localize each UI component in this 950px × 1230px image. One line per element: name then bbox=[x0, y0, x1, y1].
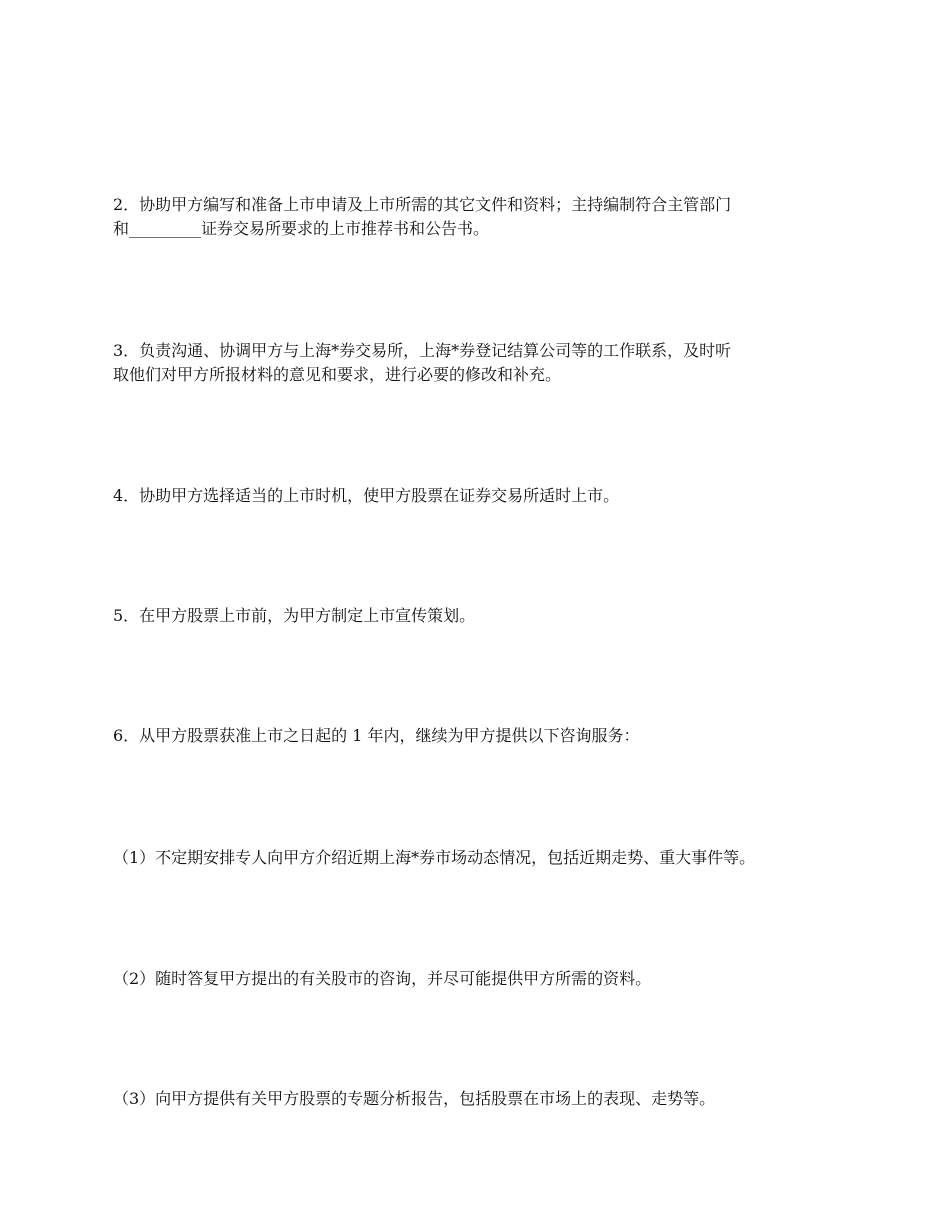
sub-item-2 bbox=[113, 967, 903, 991]
paragraph-line: 3．负责沟通、协调甲方与上海*券交易所，上海*券登记结算公司等的工作联系，及时听 bbox=[113, 341, 732, 360]
paragraph-line: 和_________证券交易所要求的上市推荐书和公告书。 bbox=[113, 219, 490, 238]
paragraph-item-3 bbox=[113, 339, 873, 387]
paragraph-line: 2．协助甲方编写和准备上市申请及上市所需的其它文件和资料；主持编制符合主管部门 bbox=[113, 195, 732, 214]
paragraph-line: 4．协助甲方选择适当的上市时机，使甲方股票在证券交易所适时上市。 bbox=[113, 486, 620, 505]
paragraph-line: 取他们对甲方所报材料的意见和要求，进行必要的修改和补充。 bbox=[113, 365, 562, 384]
sub-item-3 bbox=[113, 1087, 903, 1111]
paragraph-line: 6．从甲方股票获准上市之日起的 1 年内，继续为甲方提供以下咨询服务： bbox=[113, 726, 640, 745]
paragraph-item-4 bbox=[113, 484, 873, 508]
paragraph-line: 5．在甲方股票上市前，为甲方制定上市宣传策划。 bbox=[113, 606, 476, 625]
paragraph-item-5 bbox=[113, 604, 873, 628]
paragraph-line: （2）随时答复甲方提出的有关股市的咨询，并尽可能提供甲方所需的资料。 bbox=[113, 969, 652, 988]
sub-item-1 bbox=[113, 846, 903, 870]
paragraph-item-6 bbox=[113, 724, 873, 748]
paragraph-line: （1）不定期安排专人向甲方介绍近期上海*券市场动态情况，包括近期走势、重大事件等。 bbox=[113, 848, 756, 867]
paragraph-item-2 bbox=[113, 193, 873, 241]
paragraph-line: （3）向甲方提供有关甲方股票的专题分析报告，包括股票在市场上的表现、走势等。 bbox=[113, 1089, 716, 1108]
